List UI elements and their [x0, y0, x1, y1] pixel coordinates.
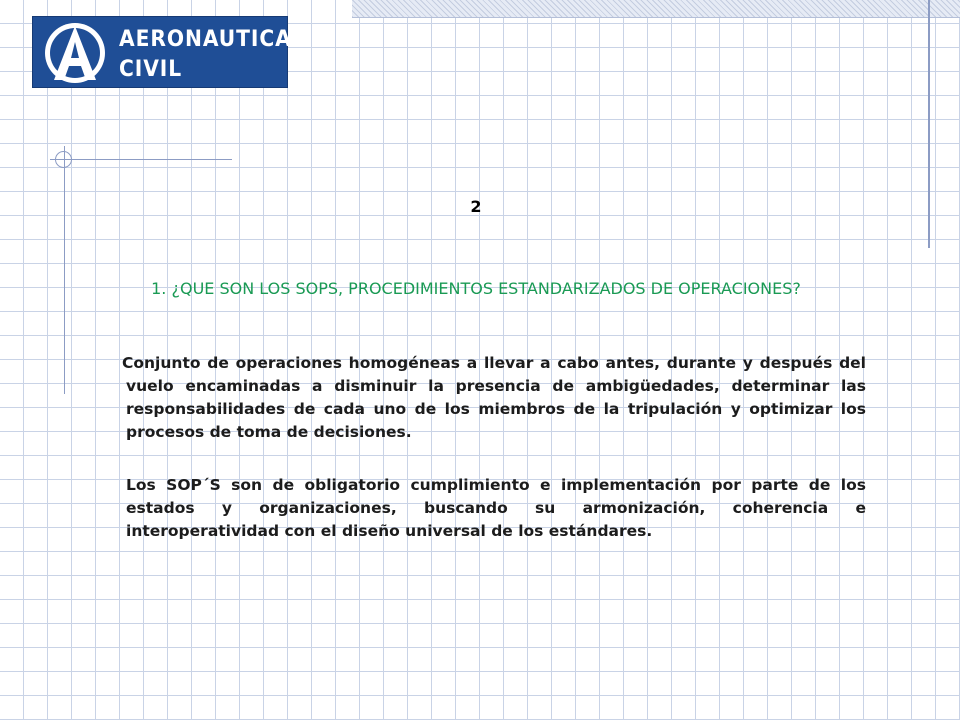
obligation-paragraph: Los SOP´S son de obligatorio cumplimiento e implementación por parte de los estados y organizaciones, buscando su armonización, coherencia e interoperatividad con el diseño universal de los estándares. — [126, 476, 866, 540]
top-decorative-band — [352, 0, 960, 18]
corner-horizontal-line — [50, 159, 232, 160]
slide-number: 2 — [470, 197, 482, 216]
logo-text-line1: AERONAUTICA — [119, 27, 292, 52]
aeronautica-civil-logo — [32, 16, 292, 88]
corner-circle-ornament — [55, 151, 72, 168]
slide-heading: 1. ¿QUE SON LOS SOPS, PROCEDIMIENTOS ESTANDARIZADOS DE OPERACIONES? — [151, 279, 801, 298]
corner-vertical-line — [64, 146, 65, 394]
definition-paragraph: Conjunto de operaciones homogéneas a llevar a cabo antes, durante y después del vuelo encaminadas a disminuir la presencia de ambigüedades, determinar las responsabilidades de cada uno de los miembros de la tripulación y optimizar los procesos de toma de decisiones. — [122, 354, 866, 441]
right-decorative-line — [928, 0, 930, 248]
logo-text-line2: CIVIL — [119, 57, 183, 82]
